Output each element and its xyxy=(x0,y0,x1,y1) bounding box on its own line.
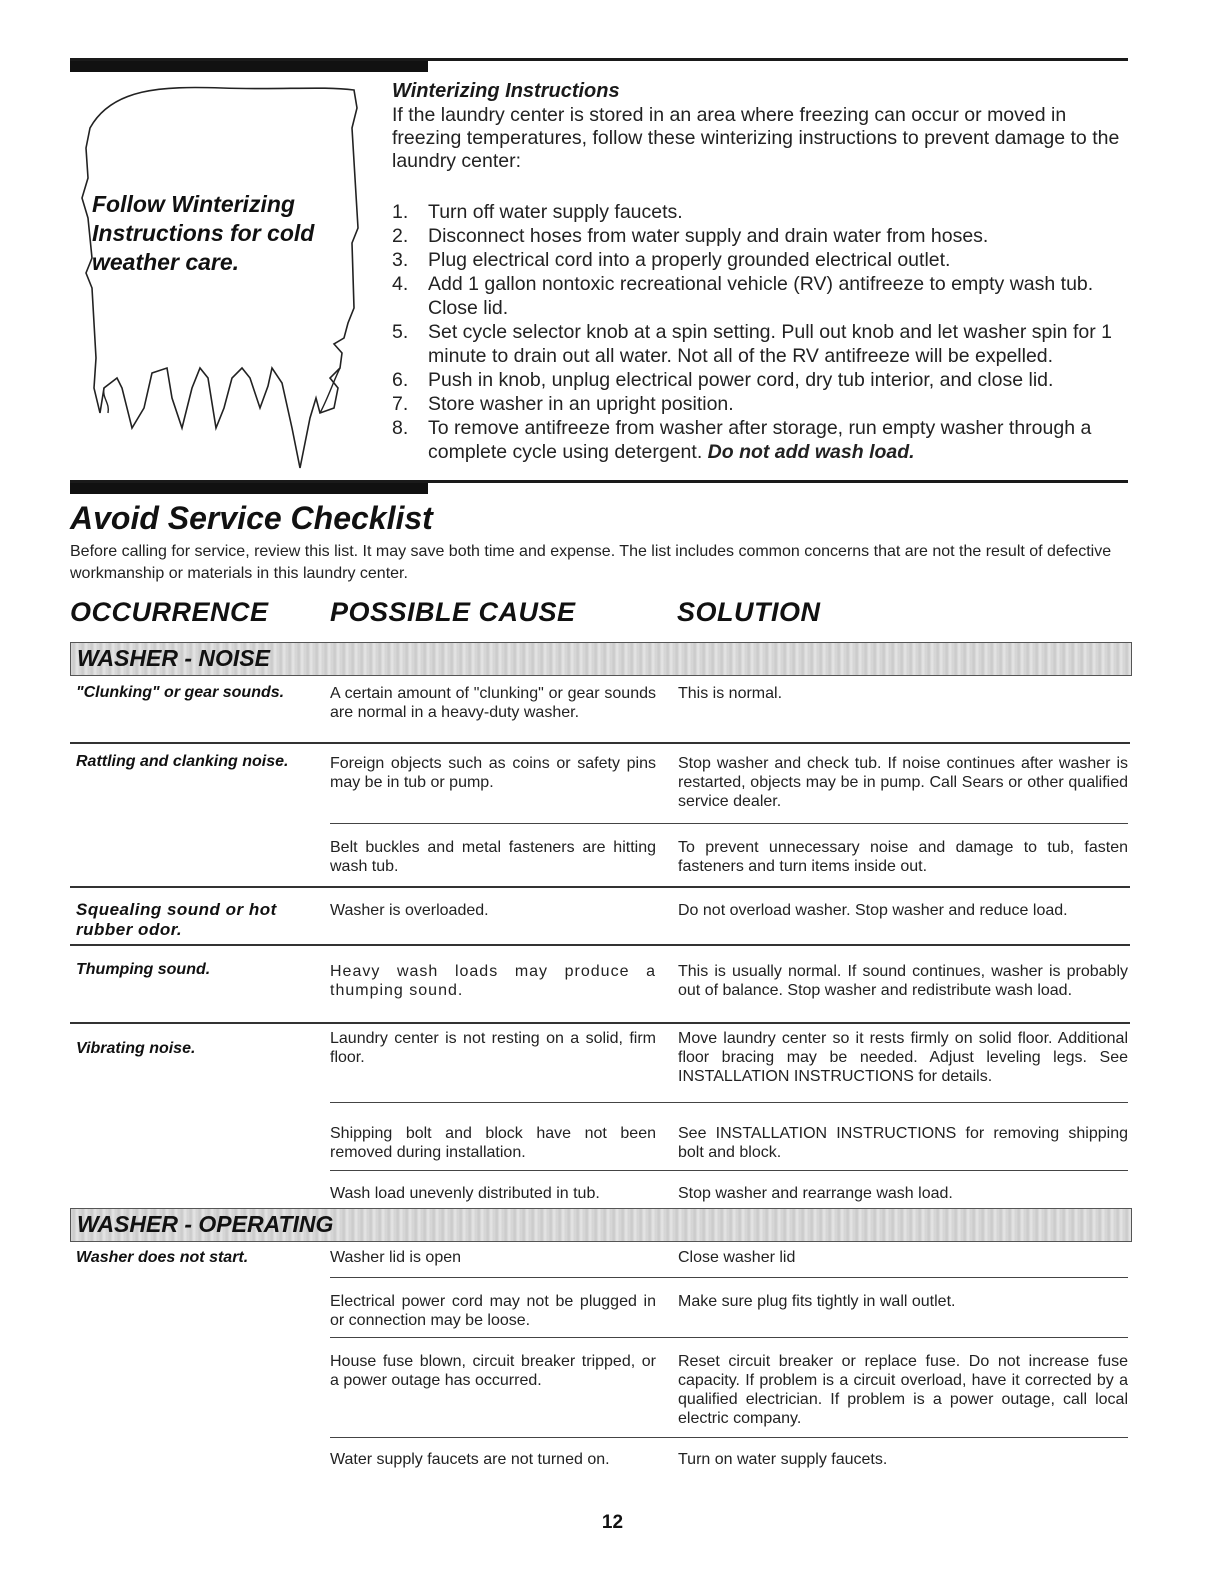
solution-text: Stop washer and rearrange wash load. xyxy=(678,1185,953,1202)
row-divider xyxy=(330,1337,1128,1338)
solution-text: Close washer lid xyxy=(678,1249,796,1266)
cause-text: Laundry center is not resting on a solid, firm floor. xyxy=(330,1030,656,1066)
cause-text: Wash load unevenly distributed in tub. xyxy=(330,1185,600,1202)
row-divider xyxy=(330,1170,1128,1171)
row-divider xyxy=(330,823,1128,824)
cause-text: A certain amount of "clunking" or gear sounds are normal in a heavy-duty washer. xyxy=(330,685,656,721)
row-divider xyxy=(70,1022,1130,1024)
winterizing-step: 6. Push in knob, unplug electrical power cord, dry tub interior, and close lid. xyxy=(392,369,1054,391)
checklist-title: Avoid Service Checklist xyxy=(70,500,433,536)
cause-text: Electrical power cord may not be plugged in or connection may be loose. xyxy=(330,1293,656,1329)
cause-text: Shipping bolt and block have not been removed during installation. xyxy=(330,1125,656,1161)
winterizing-step: 5. Set cycle selector knob at a spin setting. Pull out knob and let washer spin for 1 minute to drain out all water. Not all of the RV antifreeze will be expelled. xyxy=(392,321,1112,367)
solution-text: Turn on water supply faucets. xyxy=(678,1451,888,1468)
occurrence-label: "Clunking" or gear sounds. xyxy=(76,684,285,701)
cause-text: Water supply faucets are not turned on. xyxy=(330,1451,610,1468)
occurrence-label: Vibrating noise. xyxy=(76,1040,196,1057)
cause-text: Washer lid is open xyxy=(330,1249,462,1266)
header-occurrence: OCCURRENCE xyxy=(70,597,269,627)
solution-text: This is normal. xyxy=(678,685,783,702)
winterizing-step: 4. Add 1 gallon nontoxic recreational vehicle (RV) antifreeze to empty wash tub. Close lid. xyxy=(392,273,1094,319)
header-solution: SOLUTION xyxy=(677,597,821,627)
checklist-intro: Before calling for service, review this list. It may save both time and expense. The list includes common concerns that are not the result of defective workmanship or materials in this laundry center. xyxy=(70,543,1112,582)
row-divider xyxy=(330,1437,1128,1438)
winterizing-steps xyxy=(392,200,1137,464)
row-divider xyxy=(70,944,1130,946)
row-divider xyxy=(330,1277,1128,1278)
mid-rule xyxy=(70,480,1128,483)
solution-text: This is usually normal. If sound continues, washer is probably out of balance. Stop washer and redistribute wash load. xyxy=(678,963,1128,999)
winterizing-step: 3. Plug electrical cord into a properly grounded electrical outlet. xyxy=(392,249,951,271)
top-rule xyxy=(70,58,1128,61)
solution-text: To prevent unnecessary noise and damage to tub, fasten fasteners and turn items inside out. xyxy=(678,839,1128,875)
row-divider xyxy=(330,1102,1128,1103)
cause-text: Belt buckles and metal fasteners are hitting wash tub. xyxy=(330,839,656,875)
occurrence-label: Squealing sound or hot rubber odor. xyxy=(76,900,277,939)
winterizing-step: 2. Disconnect hoses from water supply and drain water from hoses. xyxy=(392,225,989,247)
solution-text: Stop washer and check tub. If noise continues after washer is restarted, objects may be in pump. Call Sears or other qualified service dealer. xyxy=(678,755,1128,810)
winterizing-intro: If the laundry center is stored in an area where freezing can occur or moved in freezing temperatures, follow these winterizing instructions to prevent damage to the laundry center: xyxy=(392,104,1120,172)
solution-text: See INSTALLATION INSTRUCTIONS for removing shipping bolt and block. xyxy=(678,1125,1128,1161)
section-band-washer-noise: WASHER - NOISE xyxy=(70,642,1132,676)
page-number: 12 xyxy=(601,1512,624,1533)
solution-text: Do not overload washer. Stop washer and reduce load. xyxy=(678,902,1068,919)
winterizing-side-note: Follow Winterizing Instructions for cold weather care. xyxy=(92,191,315,275)
cause-text: Washer is overloaded. xyxy=(330,902,489,919)
header-possible-cause: POSSIBLE CAUSE xyxy=(330,597,576,627)
row-divider xyxy=(70,886,1130,888)
do-not-add-load-warning: Do not add wash load. xyxy=(707,441,915,463)
winterizing-step: 7. Store washer in an upright position. xyxy=(392,393,734,415)
winterizing-title: Winterizing Instructions xyxy=(392,80,620,102)
occurrence-label: Thumping sound. xyxy=(76,961,211,978)
solution-text: Move laundry center so it rests firmly on solid floor. Additional floor bracing may be needed. Adjust leveling legs. See INSTALLATION INSTRUCTIONS for details. xyxy=(678,1030,1128,1085)
solution-text: Make sure plug fits tightly in wall outlet. xyxy=(678,1293,956,1310)
winterizing-step: 1. Turn off water supply faucets. xyxy=(392,201,683,223)
section-band-washer-operating: WASHER - OPERATING xyxy=(70,1208,1132,1242)
row-divider xyxy=(70,742,1130,744)
cause-text: House fuse blown, circuit breaker tripped, or a power outage has occurred. xyxy=(330,1353,656,1389)
occurrence-label: Rattling and clanking noise. xyxy=(76,753,289,770)
winterizing-step: 8. To remove antifreeze from washer after storage, run empty washer through a complete cycle using detergent. Do not add wash load. xyxy=(392,417,1092,463)
occurrence-label: Washer does not start. xyxy=(76,1249,249,1266)
cause-text: Foreign objects such as coins or safety pins may be in tub or pump. xyxy=(330,755,656,791)
solution-text: Reset circuit breaker or replace fuse. Do not increase fuse capacity. If problem is a circuit overload, have it corrected by a qualified electrician. If problem is a power outage, call local electric company. xyxy=(678,1353,1128,1427)
cause-text: Heavy wash loads may produce a thumping sound. xyxy=(330,963,656,999)
